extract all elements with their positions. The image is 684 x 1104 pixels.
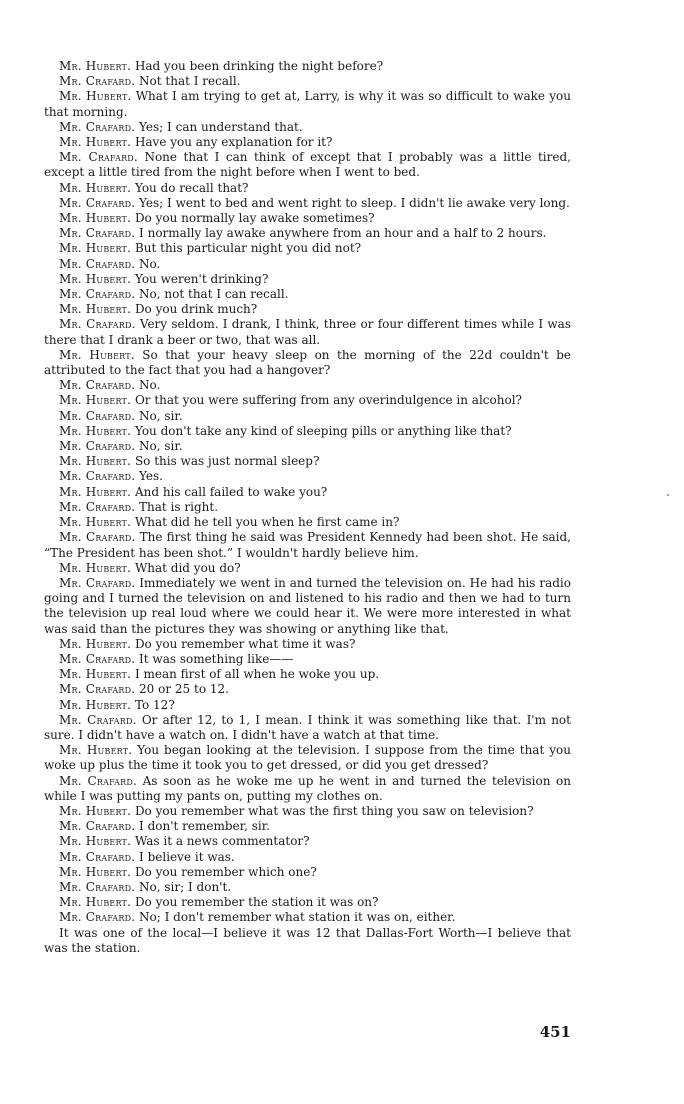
speaker-label: Mr. Crafard.	[59, 439, 136, 454]
speaker-label: Mr. Hubert.	[59, 636, 132, 651]
transcript-paragraph	[44, 89, 571, 119]
transcript-paragraph	[44, 530, 571, 560]
utterance-text: I believe it was.	[139, 849, 235, 864]
transcript-paragraph	[44, 576, 571, 637]
transcript-paragraph	[44, 485, 571, 500]
transcript-paragraph	[44, 211, 571, 226]
transcript-paragraph	[44, 302, 571, 317]
speaker-label: Mr. Hubert.	[59, 241, 132, 256]
utterance-text: I normally lay awake anywhere from an hour and a half to 2 hours.	[139, 226, 547, 241]
utterance-text: 20 or 25 to 12.	[139, 682, 229, 697]
speaker-label: Mr. Hubert.	[59, 484, 132, 499]
utterance-text: None that I can think of except that I probably was a little tired, except a little tired from the night before when I went to bed.	[44, 150, 571, 180]
transcript-paragraph	[44, 743, 571, 773]
speaker-label: Mr. Crafard.	[59, 651, 136, 666]
speaker-label: Mr. Crafard.	[59, 317, 136, 332]
transcript-paragraph	[44, 834, 571, 849]
transcript-paragraph	[44, 317, 571, 347]
utterance-text: Or that you were suffering from any overindulgence in alcohol?	[134, 393, 522, 408]
utterance-text: Yes.	[139, 469, 163, 484]
utterance-text: No; I don't remember what station it was on, either.	[139, 910, 456, 925]
utterance-text: Do you remember which one?	[134, 864, 317, 879]
transcript-paragraph	[44, 181, 571, 196]
transcript-paragraph	[44, 135, 571, 150]
utterance-text: So that your heavy sleep on the morning of the 22d couldn't be attributed to the fact that you had a hangover?	[44, 347, 571, 378]
speaker-label: Mr. Crafard.	[59, 879, 136, 894]
transcript-paragraph	[44, 439, 571, 454]
transcript-paragraph	[44, 819, 571, 834]
speaker-label: Mr. Hubert.	[59, 271, 132, 286]
utterance-text: No.	[139, 256, 161, 271]
speaker-label: Mr. Crafard.	[59, 819, 136, 834]
transcript-paragraph	[44, 272, 571, 287]
transcript-paragraph	[44, 287, 571, 302]
speaker-label: Mr. Crafard.	[59, 499, 136, 514]
page-number: 451	[539, 1023, 571, 1041]
transcript-paragraph	[44, 241, 571, 256]
speaker-label: Mr. Crafard.	[59, 256, 136, 271]
transcript-paragraph	[44, 454, 571, 469]
utterance-text: Not that I recall.	[139, 74, 241, 89]
speaker-label: Mr. Hubert.	[59, 743, 133, 758]
utterance-text: What did you do?	[134, 560, 241, 575]
transcript-paragraph	[44, 378, 571, 393]
speaker-label: Mr. Hubert.	[59, 560, 132, 575]
speaker-label: Mr. Hubert.	[59, 423, 132, 438]
speaker-label: Mr. Crafard.	[59, 849, 136, 864]
speaker-label: Mr. Crafard.	[59, 150, 138, 165]
transcript-paragraph	[44, 500, 571, 515]
transcript-paragraph	[44, 926, 571, 956]
speaker-label: Mr. Hubert.	[59, 135, 132, 150]
utterance-text: No.	[139, 378, 161, 393]
transcript-paragraph	[44, 424, 571, 439]
utterance-text: Do you normally lay awake sometimes?	[134, 211, 375, 226]
utterance-text: I mean first of all when he woke you up.	[134, 667, 380, 682]
speaker-label: Mr. Crafard.	[59, 682, 136, 697]
speaker-label: Mr. Crafard.	[59, 575, 136, 590]
utterance-text: You do recall that?	[134, 180, 249, 195]
speaker-label: Mr. Crafard.	[59, 287, 136, 302]
transcript-paragraph	[44, 698, 571, 713]
speaker-label: Mr. Hubert.	[59, 302, 132, 317]
transcript-paragraph	[44, 409, 571, 424]
transcript-paragraph	[44, 561, 571, 576]
speaker-label: Mr. Crafard.	[59, 712, 137, 727]
speaker-label: Mr. Hubert.	[59, 180, 132, 195]
transcript-paragraph	[44, 515, 571, 530]
transcript-paragraph	[44, 393, 571, 408]
transcript-paragraph	[44, 469, 571, 484]
utterance-text: Yes; I went to bed and went right to sleep. I didn't lie awake very long.	[139, 195, 570, 210]
utterance-text: Or after 12, to 1, I mean. I think it was something like that. I'm not sure. I didn't have a watch on. I didn't have a watch at that time.	[44, 712, 571, 742]
transcript-paragraph	[44, 774, 571, 804]
speaker-label: Mr. Crafard.	[59, 226, 136, 241]
utterance-text: Was it a news commentator?	[134, 834, 310, 849]
utterance-text: What I am trying to get at, Larry, is why it was so difficult to wake you that morning.	[44, 89, 571, 119]
speaker-label: Mr. Crafard.	[59, 773, 138, 788]
speaker-label: Mr. Crafard.	[59, 119, 136, 134]
utterance-text: Do you drink much?	[134, 302, 258, 317]
speaker-label: Mr. Crafard.	[59, 74, 136, 89]
transcript-paragraph	[44, 910, 571, 925]
speaker-label: Mr. Crafard.	[59, 910, 136, 925]
utterance-text: No, sir; I don't.	[139, 879, 232, 894]
transcript-paragraph	[44, 348, 571, 378]
transcript-paragraph	[44, 120, 571, 135]
utterance-text: No, not that I can recall.	[139, 287, 289, 302]
utterance-text: Do you remember the station it was on?	[134, 895, 379, 910]
utterance-text: But this particular night you did not?	[134, 241, 362, 256]
speaker-label: Mr. Hubert.	[59, 834, 132, 849]
speaker-label: Mr. Crafard.	[59, 195, 136, 210]
utterance-text: Do you remember what time it was?	[134, 636, 356, 651]
transcript-paragraph	[44, 652, 571, 667]
utterance-text: It was something like——	[139, 651, 294, 666]
utterance-text: No, sir.	[139, 439, 183, 454]
speaker-label: Mr. Crafard.	[59, 378, 136, 393]
utterance-text: You began looking at the television. I suppose from the time that you woke up plus the time it took you to get dressed, or did you get dressed?	[44, 743, 571, 773]
speaker-label: Mr. Hubert.	[59, 89, 132, 104]
transcript-paragraph	[44, 865, 571, 880]
speaker-label: Mr. Hubert.	[59, 864, 132, 879]
transcript-paragraph	[44, 713, 571, 743]
speaker-label: Mr. Hubert.	[59, 59, 132, 73]
transcript-paragraph	[44, 150, 571, 180]
speaker-label: Mr. Hubert.	[59, 393, 132, 408]
speaker-label: Mr. Hubert.	[59, 895, 132, 910]
utterance-text: And his call failed to wake you?	[134, 484, 328, 499]
utterance-text: It was one of the local—I believe it was 12 that Dallas-Fort Worth—I believe that was the station.	[44, 925, 571, 955]
utterance-text: Do you remember what was the first thing you saw on television?	[134, 803, 534, 818]
utterance-text: To 12?	[134, 697, 175, 712]
utterance-text: Yes; I can understand that.	[139, 119, 303, 134]
speaker-label: Mr. Crafard.	[59, 530, 136, 545]
speaker-label: Mr. Hubert.	[59, 667, 132, 682]
speaker-label: Mr. Hubert.	[59, 347, 135, 362]
utterance-text: You weren't drinking?	[134, 271, 269, 286]
transcript-paragraph	[44, 257, 571, 272]
speaker-label: Mr. Hubert.	[59, 803, 132, 818]
speaker-label: Mr. Hubert.	[59, 697, 132, 712]
speaker-label: Mr. Crafard.	[59, 469, 136, 484]
transcript-paragraph	[44, 637, 571, 652]
speaker-label: Mr. Crafard.	[59, 408, 136, 423]
speaker-label: Mr. Hubert.	[59, 211, 132, 226]
speaker-label: Mr. Hubert.	[59, 515, 132, 530]
transcript-paragraph	[44, 850, 571, 865]
utterance-text: The first thing he said was President Kennedy had been shot. He said, “The President has been shot.” I wouldn't hardly believe him.	[44, 530, 571, 560]
utterance-text: That is right.	[139, 499, 219, 514]
utterance-text: What did he tell you when he first came in?	[134, 515, 400, 530]
utterance-text: Had you been drinking the night before?	[134, 59, 384, 73]
transcript-body	[44, 59, 571, 956]
utterance-text: No, sir.	[139, 408, 183, 423]
transcript-paragraph	[44, 880, 571, 895]
margin-speck	[667, 494, 669, 496]
utterance-text: I don't remember, sir.	[139, 819, 270, 834]
utterance-text: Have you any explanation for it?	[134, 135, 333, 150]
speaker-label: Mr. Hubert.	[59, 454, 132, 469]
utterance-text: You don't take any kind of sleeping pills or anything like that?	[134, 423, 512, 438]
transcript-paragraph	[44, 74, 571, 89]
transcript-paragraph	[44, 226, 571, 241]
transcript-paragraph	[44, 895, 571, 910]
utterance-text: As soon as he woke me up he went in and turned the television on while I was putting my pants on, putting my clothes on.	[44, 773, 571, 803]
utterance-text: Very seldom. I drank, I think, three or four different times while I was there that I drank a beer or two, that was all.	[44, 317, 571, 347]
transcript-paragraph	[44, 59, 571, 74]
transcript-paragraph	[44, 667, 571, 682]
transcript-paragraph	[44, 804, 571, 819]
transcript-paragraph	[44, 196, 571, 211]
utterance-text: Immediately we went in and turned the television on. He had his radio going and I turned the television on and listened to his radio and then we had to turn the television up real loud where we could hear it. We were more interested in what was said than the pictures they was showing or anything like that.	[44, 575, 571, 636]
transcript-paragraph	[44, 682, 571, 697]
utterance-text: So this was just normal sleep?	[134, 454, 320, 469]
